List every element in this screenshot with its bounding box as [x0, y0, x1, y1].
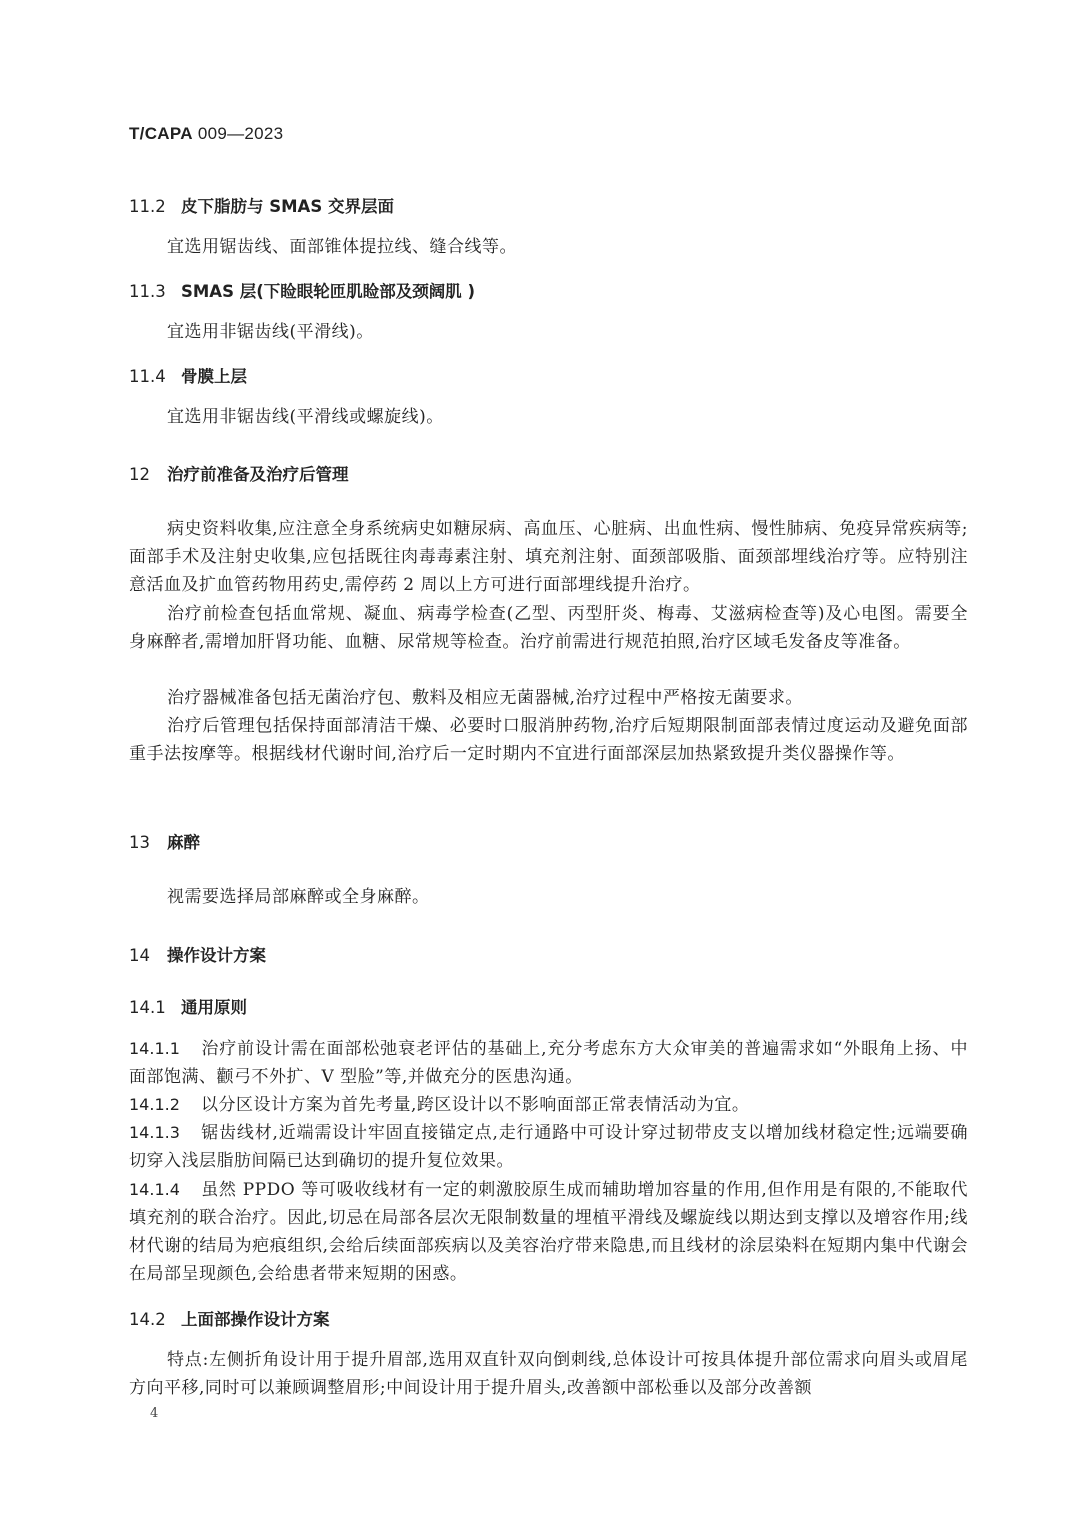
paragraph-12-2: 治疗前检查包括血常规、凝血、病毒学检查(乙型、丙型肝炎、梅毒、艾滋病检查等)及心电图。需要全身麻醉者,需增加肝肾功能、血糖、尿常规等检查。治疗前需进行规范拍照,治疗区域毛发备皮等准备。: [129, 604, 968, 652]
heading-title: 麻醉: [167, 833, 200, 852]
clause-number: 14.1.2: [129, 1095, 180, 1114]
heading-title: 操作设计方案: [167, 946, 266, 965]
paragraph-14-2: 特点:左侧折角设计用于提升眉部,选用双直针双向倒刺线,总体设计可按具体提升部位需求向眉头或眉尾方向平移,同时可以兼顾调整眉形;中间设计用于提升眉头,改善额中部松垂以及部分改善额: [129, 1350, 968, 1398]
heading-title: 治疗前准备及治疗后管理: [167, 465, 349, 484]
paragraph-12-3: 治疗器械准备包括无菌治疗包、敷料及相应无菌器械,治疗过程中严格按无菌要求。: [167, 688, 803, 708]
heading-number: 14.2: [129, 1310, 166, 1329]
heading-number: 12: [129, 465, 150, 484]
heading-11-2: [129, 193, 394, 217]
paragraph-13: 视需要选择局部麻醉或全身麻醉。: [167, 887, 430, 907]
standard-prefix: T/CAPA: [129, 124, 193, 143]
standard-number: 009—2023: [197, 124, 284, 143]
clause-text: 治疗前设计需在面部松弛衰老评估的基础上,充分考虑东方大众审美的普遍需求如“外眼角上扬、中面部饱满、颧弓不外扩、V 型脸”等,并做充分的医患沟通。: [129, 1039, 968, 1087]
paragraph-12-4: 治疗后管理包括保持面部清洁干燥、必要时口服消肿药物,治疗后短期限制面部表情过度运动及避免面部重手法按摩等。根据线材代谢时间,治疗后一定时期内不宜进行面部深层加热紧致提升类仪器操作等。: [129, 716, 968, 764]
heading-title: 皮下脂肪与 SMAS 交界层面: [181, 197, 394, 216]
clause-14-1-3: [129, 1119, 968, 1175]
heading-12: [129, 461, 349, 485]
clause-text: 虽然 PPDO 等可吸收线材有一定的刺激胶原生成而辅助增加容量的作用,但作用是有限的,不能取代填充剂的联合治疗。因此,切忌在局部各层次无限制数量的埋植平滑线及螺旋线以期达到支撑以及增容作用;线材代谢的结局为疤痕组织,会给后续面部疾病以及美容治疗带来隐患,而且线材的涂层染料在短期内集中代谢会在局部呈现颜色,会给患者带来短期的困惑。: [129, 1180, 968, 1284]
page-number: 4: [150, 1406, 159, 1421]
paragraph-11-4: 宜选用非锯齿线(平滑线或螺旋线)。: [167, 407, 444, 427]
heading-title: 通用原则: [181, 998, 247, 1017]
heading-14: [129, 942, 266, 966]
heading-title: SMAS 层(下睑眼轮匝肌睑部及颈阔肌 ): [181, 282, 476, 301]
clause-14-1-2: [129, 1091, 968, 1119]
clause-number: 14.1.1: [129, 1039, 180, 1058]
heading-number: 14: [129, 946, 150, 965]
heading-number: 11.3: [129, 282, 166, 301]
heading-14-2: [129, 1306, 330, 1330]
heading-title: 上面部操作设计方案: [181, 1310, 330, 1329]
clause-number: 14.1.3: [129, 1123, 180, 1142]
heading-title: 骨膜上层: [181, 367, 247, 386]
heading-number: 14.1: [129, 998, 166, 1017]
paragraph-11-2: 宜选用锯齿线、面部锥体提拉线、缝合线等。: [167, 237, 517, 257]
paragraph-12-1: 病史资料收集,应注意全身系统病史如糖尿病、高血压、心脏病、出血性病、慢性肺病、免疫异常疾病等;面部手术及注射史收集,应包括既往肉毒毒素注射、填充剂注射、面颈部吸脂、面颈部埋线治疗等。应特别注意活血及扩血管药物用药史,需停药 2 周以上方可进行面部埋线提升治疗。: [129, 519, 968, 595]
heading-11-4: [129, 363, 247, 387]
standard-code: [129, 124, 283, 144]
clause-14-1-1: [129, 1035, 968, 1091]
heading-number: 13: [129, 833, 150, 852]
heading-13: [129, 829, 200, 853]
heading-number: 11.2: [129, 197, 166, 216]
clause-text: 以分区设计方案为首先考量,跨区设计以不影响面部正常表情活动为宜。: [201, 1095, 750, 1115]
paragraph-11-3: 宜选用非锯齿线(平滑线)。: [167, 322, 374, 342]
clause-text: 锯齿线材,近端需设计牢固直接锚定点,走行通路中可设计穿过韧带皮支以增加线材稳定性;远端要确切穿入浅层脂肪间隔已达到确切的提升复位效果。: [129, 1123, 968, 1171]
heading-number: 11.4: [129, 367, 166, 386]
heading-11-3: [129, 278, 475, 302]
heading-14-1: [129, 994, 247, 1018]
clause-14-1-4: [129, 1176, 968, 1288]
clause-number: 14.1.4: [129, 1180, 180, 1199]
